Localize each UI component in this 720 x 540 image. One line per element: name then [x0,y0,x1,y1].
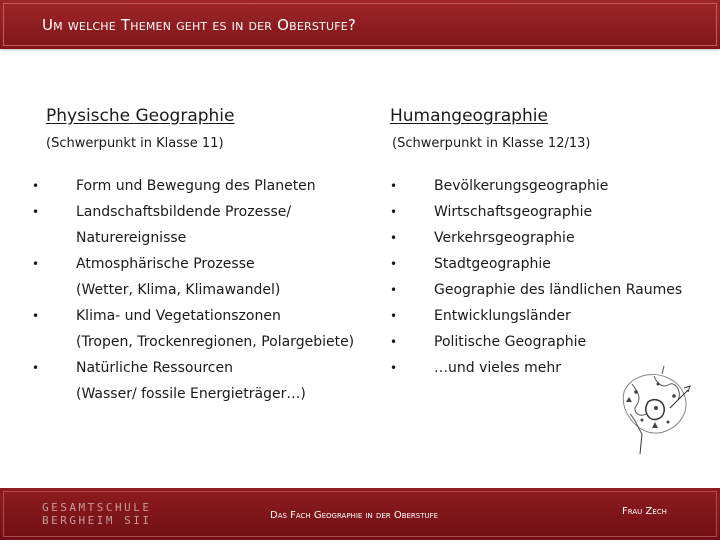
list-item [390,225,682,251]
bullet-icon: • [390,231,398,245]
list-item [390,199,682,225]
left-column-heading: Physische Geographie [46,106,235,126]
bullet-icon: • [32,179,40,193]
list-item-subtext: (Wetter, Klima, Klimawandel) [76,282,281,298]
list-item-text: Entwicklungsländer [434,308,571,324]
list-item-text: Klima- und Vegetationszonen [76,308,281,324]
list-item [32,355,354,407]
page-title: Um welche Themen geht es in der Oberstufe? [42,16,357,34]
bullet-icon: • [390,179,398,193]
list-item-subtext: (Tropen, Trockenregionen, Polargebiete) [76,334,355,350]
list-item-text: Atmosphärische Prozesse [76,256,255,272]
footer-caption: Das Fach Geographie in der Oberstufe [270,510,439,521]
bullet-icon: • [390,335,398,349]
bullet-icon: • [390,205,398,219]
footer-bar [0,488,720,540]
right-column-subheading: (Schwerpunkt in Klasse 12/13) [392,136,591,151]
bullet-icon: • [32,205,40,219]
bullet-icon: • [390,309,398,323]
list-item-text: Politische Geographie [434,334,587,350]
list-item [390,173,682,199]
list-item [32,303,354,355]
list-item-subtext: Naturereignisse [76,230,187,246]
bullet-icon: • [32,257,40,271]
logo-line: BERGHEIM SII [42,514,152,527]
list-item-text: Wirtschaftsgeographie [434,204,593,220]
left-column-subheading: (Schwerpunkt in Klasse 11) [46,136,224,151]
left-topic-list [32,173,354,407]
school-logo [42,501,151,527]
list-item-text: Form und Bewegung des Planeten [76,178,316,194]
logo-line: GESAMTSCHULE [42,501,152,514]
right-topic-list [390,173,682,381]
list-item-text: Bevölkerungsgeographie [434,178,609,194]
list-item-text: …und vieles mehr [434,360,561,376]
list-item-text: Natürliche Ressourcen [76,360,233,376]
header-bar [0,0,720,49]
footer-author: Frau Zech [622,506,667,517]
list-item-text: Verkehrsgeographie [434,230,575,246]
bullet-icon: • [32,309,40,323]
list-item-subtext: (Wasser/ fossile Energieträger…) [76,386,306,402]
list-item [390,329,682,355]
bullet-icon: • [32,361,40,375]
list-item [390,277,682,303]
list-item [32,251,354,303]
list-item-text: Landschaftsbildende Prozesse/ [76,204,292,220]
list-item-text: Geographie des ländlichen Raumes [434,282,683,298]
list-item [390,303,682,329]
list-item [32,173,354,199]
bullet-icon: • [390,361,398,375]
list-item [390,251,682,277]
right-column-heading: Humangeographie [390,106,548,126]
globe-sketch-icon [612,362,696,462]
list-item-text: Stadtgeographie [434,256,551,272]
bullet-icon: • [390,283,398,297]
bullet-icon: • [390,257,398,271]
list-item [32,199,354,251]
